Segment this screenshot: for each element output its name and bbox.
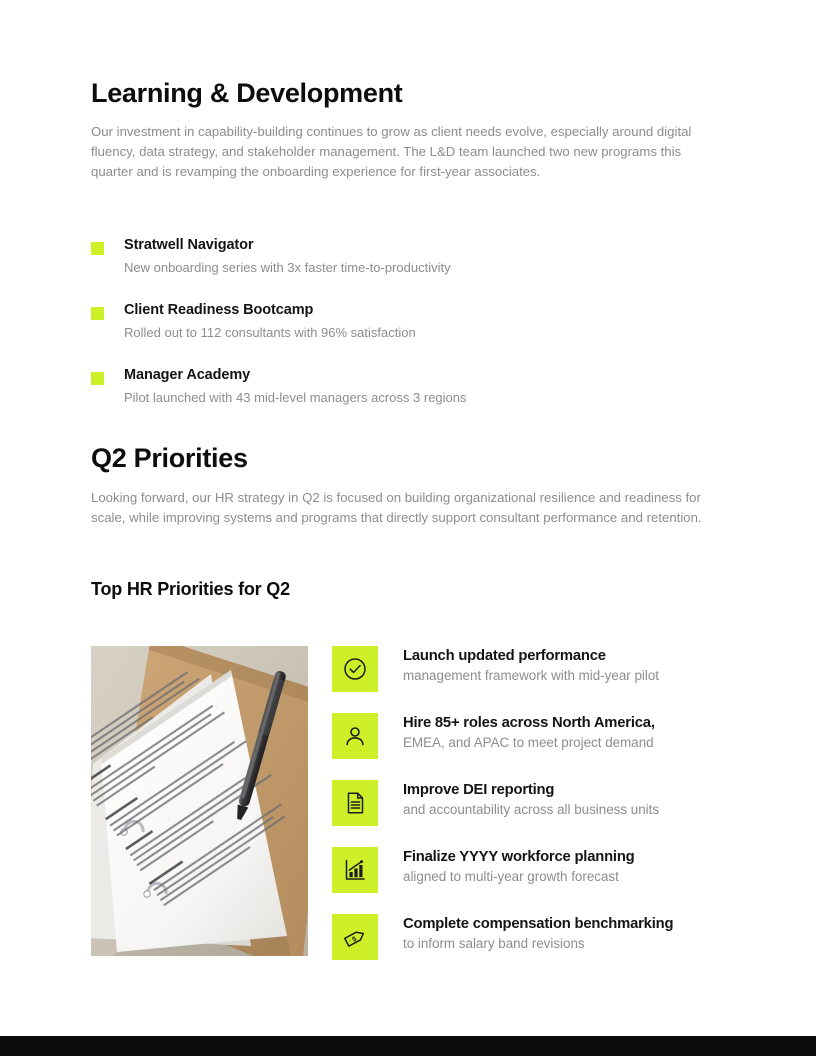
- person-icon: [332, 713, 378, 759]
- list-item: [91, 366, 691, 407]
- footer-bar: [0, 1036, 816, 1056]
- photo-frame: [91, 646, 308, 956]
- photo-illustration: [91, 646, 308, 956]
- list-item: [332, 847, 725, 893]
- priority-title: Improve DEI reporting: [403, 782, 555, 798]
- check-circle-icon: [332, 646, 378, 692]
- list-item: [91, 301, 691, 342]
- priority-title: Launch updated performance: [403, 648, 606, 664]
- priority-subtitle: management framework with mid-year pilot: [403, 668, 660, 683]
- list-item: [332, 646, 725, 692]
- q2-priorities-title: Q2 Priorities: [91, 443, 248, 473]
- list-item: [91, 236, 691, 277]
- program-title: Client Readiness Bootcamp: [124, 302, 314, 318]
- priority-text: [403, 646, 725, 686]
- list-item: [332, 713, 725, 759]
- top-priorities-subtitle: Top HR Priorities for Q2: [91, 579, 290, 599]
- program-description: New onboarding series with 3x faster time-to-productivity: [124, 260, 451, 275]
- priority-subtitle: to inform salary band revisions: [403, 936, 585, 951]
- learning-development-program-list: [91, 236, 691, 407]
- priority-text: [403, 713, 725, 753]
- priority-title: Hire 85+ roles across North America,: [403, 715, 655, 731]
- page-title: Learning & Development: [91, 78, 403, 108]
- price-tag-icon: [332, 914, 378, 960]
- program-title: Stratwell Navigator: [124, 237, 254, 253]
- priority-title: Complete compensation benchmarking: [403, 916, 674, 932]
- priority-subtitle: EMEA, and APAC to meet project demand: [403, 735, 654, 750]
- learning-development-intro: Our investment in capability-building continues to grow as client needs evolve, especially around digital fluency, data strategy, and stakeholder management. The L&D team launched two new programs this quarter and is revamping the onboarding experience for first-year associates.: [91, 124, 692, 179]
- priority-subtitle: and accountability across all business units: [403, 802, 660, 817]
- bullet-square-icon: [91, 372, 104, 385]
- priority-text: [403, 780, 725, 820]
- list-item: [332, 914, 725, 960]
- priority-text: [403, 914, 725, 954]
- program-description: Rolled out to 112 consultants with 96% satisfaction: [124, 325, 416, 340]
- binder-document-photo: [91, 646, 308, 956]
- document-icon: [332, 780, 378, 826]
- bullet-square-icon: [91, 307, 104, 320]
- list-item: [332, 780, 725, 826]
- bar-chart-icon: [332, 847, 378, 893]
- priority-title: Finalize YYYY workforce planning: [403, 849, 635, 865]
- program-description: Pilot launched with 43 mid-level managers across 3 regions: [124, 390, 467, 405]
- top-priorities-list: [332, 646, 725, 960]
- svg-text:$: $: [350, 935, 358, 944]
- q2-priorities-intro: Looking forward, our HR strategy in Q2 is focused on building organizational resilience and readiness for scale, while improving systems and programs that directly support consultant performance and retention.: [91, 490, 702, 525]
- bullet-square-icon: [91, 242, 104, 255]
- program-title: Manager Academy: [124, 367, 251, 383]
- priority-text: [403, 847, 725, 887]
- priority-subtitle: aligned to multi-year growth forecast: [403, 869, 619, 884]
